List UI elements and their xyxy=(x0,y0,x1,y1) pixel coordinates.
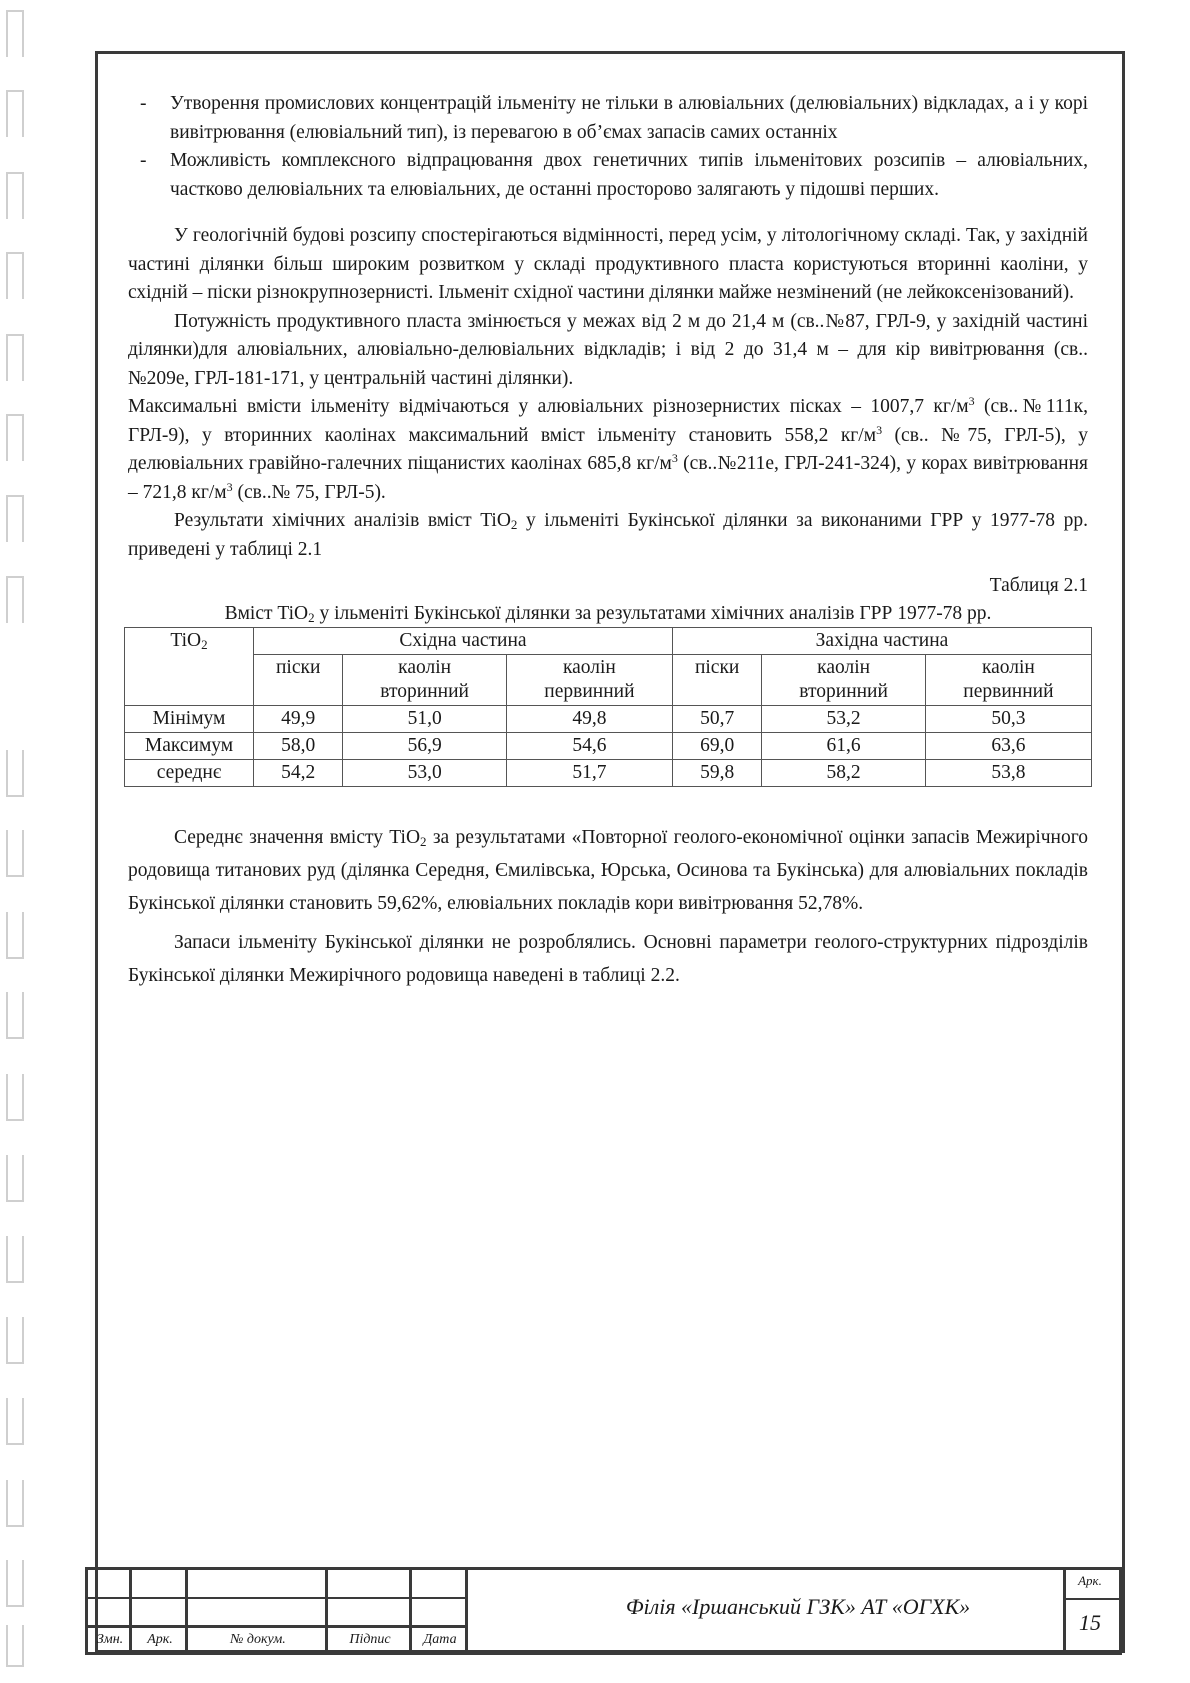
binding-mark xyxy=(6,1236,24,1283)
table-cell: 54,6 xyxy=(506,732,672,759)
superscript: 3 xyxy=(226,479,233,494)
bullet-text: Можливість комплексного відпрацювання двох генетичних типів ільменітових розсипів – алювіальних, частково делювіальних та елювіальних, де останні просторово залягають у підошві перших. xyxy=(170,150,1088,200)
label-signature: Підпис xyxy=(349,1632,391,1647)
column-header: каолін вторинний xyxy=(762,654,925,705)
table-subheader-row xyxy=(125,654,1092,705)
table-cell: 69,0 xyxy=(672,732,761,759)
binding-mark xyxy=(6,495,24,542)
table-cell: 56,9 xyxy=(343,732,506,759)
bullet-marker: - xyxy=(140,150,147,171)
label-date: Дата xyxy=(423,1632,457,1647)
table-cell: 50,3 xyxy=(925,705,1091,732)
text-run: Середнє значення вмісту TiO xyxy=(174,826,421,848)
binding-mark xyxy=(6,10,24,57)
subscript: 2 xyxy=(510,517,518,532)
table-cell: 58,2 xyxy=(762,759,925,786)
paragraph xyxy=(128,821,1088,920)
label-doc-number: № докум. xyxy=(230,1632,286,1647)
binding-mark xyxy=(6,1480,24,1527)
binding-mark xyxy=(6,172,24,219)
binding-mark xyxy=(6,912,24,959)
paragraph: Потужність продуктивного пласта змінюється у межах від 2 м до 21,4 м (св..№87, ГРЛ-9, у західній частині ділянки)для алювіальних, алювіально-делювіальних відкладів; і від 2 до 31,4 м – для кір вивітрювання (св.. №209е, ГРЛ-181-171, у центральній частині ділянки). xyxy=(128,310,1088,389)
table-cell: 58,0 xyxy=(254,732,343,759)
bullet-item xyxy=(128,90,1088,147)
table-cell: 51,0 xyxy=(343,705,506,732)
table-header-row xyxy=(125,627,1092,654)
column-header: піски xyxy=(672,654,761,705)
text-run: за результатами «Повторної геолого-економічної оцінки запасів Межирічного родовища титанових руд (ділянка Середня, Ємилівська, Юрська, Осинова та Букінська) для алювіальних покладів Букінської ділянки становить 59,62%, елювіальних покладів кори вивітрювання 52,78%. xyxy=(128,826,1088,914)
binding-mark xyxy=(6,334,24,381)
table-cell: 63,6 xyxy=(925,732,1091,759)
table-cell: 53,8 xyxy=(925,759,1091,786)
binding-mark xyxy=(6,992,24,1039)
column-header: піски xyxy=(254,654,343,705)
text-run: (св..№211е, ГРЛ-241-324), у корах вивітрювання – 721,8 кг/м xyxy=(128,453,1088,503)
bullet-text: Утворення промислових концентрацій ільменіту не тільки в алювіальних (делювіальних) відкладах, а і у корі вивітрювання (елювіальний тип), із перевагою в об’ємах запасів самих останніх xyxy=(170,93,1088,143)
text-run: (св..№111к, ГРЛ-9), у вторинних каолінах максимальний вміст ільменіту становить 558,2 кг/м xyxy=(128,396,1088,446)
superscript: 3 xyxy=(876,422,883,437)
table-cell: 49,9 xyxy=(254,705,343,732)
title-block xyxy=(85,1567,1122,1655)
group-header: Західна частина xyxy=(672,627,1091,654)
bullet-item xyxy=(128,147,1088,204)
text-run: (св..№ 75, ГРЛ-5). xyxy=(232,481,386,503)
bullet-marker: - xyxy=(140,93,147,114)
table-row xyxy=(125,705,1092,732)
binding-mark xyxy=(6,252,24,299)
table-cell: 59,8 xyxy=(672,759,761,786)
table-cell: 50,7 xyxy=(672,705,761,732)
table-corner-header xyxy=(125,627,254,705)
binding-mark xyxy=(6,576,24,623)
subscript: 2 xyxy=(201,636,208,652)
table-cell: 51,7 xyxy=(506,759,672,786)
subscript: 2 xyxy=(420,833,427,849)
table-cell: 49,8 xyxy=(506,705,672,732)
text-run: (св.. №75, ГРЛ-5), у делювіальних гравійно-галечних піщанистих каолінах 685,8 кг/м xyxy=(128,424,1089,474)
text-run: TiO xyxy=(170,629,202,651)
binding-mark xyxy=(6,1317,24,1364)
paragraph xyxy=(128,393,1088,507)
binding-mark xyxy=(6,1625,24,1667)
binding-mark xyxy=(6,1155,24,1202)
table-cell: 54,2 xyxy=(254,759,343,786)
binding-mark xyxy=(6,1560,24,1607)
column-header: каолін первинний xyxy=(925,654,1091,705)
table-cell: 53,0 xyxy=(343,759,506,786)
column-header: каолін вторинний xyxy=(343,654,506,705)
sheet-label: Арк. xyxy=(1078,1573,1102,1588)
divider xyxy=(88,1597,468,1599)
page-number: 15 xyxy=(1079,1610,1101,1635)
table-label: Таблиця 2.1 xyxy=(989,575,1088,596)
binding-mark xyxy=(6,1074,24,1121)
binding-mark xyxy=(6,1398,24,1445)
text-run: Результати хімічних аналізів вміст TiO xyxy=(174,510,511,531)
row-label: Максимум xyxy=(125,732,254,759)
group-header: Східна частина xyxy=(254,627,673,654)
column-header: каолін первинний xyxy=(506,654,672,705)
paragraph xyxy=(128,507,1088,564)
text-run: у ільменіті Букінської ділянки за виконаними ГРР у 1977-78 рр. приведені у таблиці 2.1 xyxy=(128,510,1088,560)
binding-mark xyxy=(6,414,24,461)
label-changes: Змн. xyxy=(96,1632,124,1647)
divider xyxy=(88,1625,468,1628)
table-cell: 53,2 xyxy=(762,705,925,732)
paragraph: Запаси ільменіту Букінської ділянки не розроблялись. Основні параметри геолого-структурних підрозділів Букінської ділянки Межирічного родовища наведені в таблиці 2.2. xyxy=(128,931,1088,986)
binding-mark xyxy=(6,830,24,877)
table-cell: 61,6 xyxy=(762,732,925,759)
superscript: 3 xyxy=(671,451,678,465)
document-body xyxy=(128,90,1088,992)
binding-mark xyxy=(6,750,24,797)
binding-mark xyxy=(6,90,24,137)
paragraph: У геологічній будові розсипу спостерігаються відмінності, перед усім, у літологічному складі. Так, у західній частині ділянки більш широким розвитком у складі продуктивного пласта користуються вторинні каоліни, у східній – піски різнокрупнозернисті. Ільменіт східної частини ділянки майже незмінений (не лейкоксенізований). xyxy=(128,225,1088,303)
table-row xyxy=(125,759,1092,786)
tio2-table xyxy=(124,627,1092,787)
label-sheet: Арк. xyxy=(147,1632,173,1647)
row-label: Мінімум xyxy=(125,705,254,732)
subscript: 2 xyxy=(308,609,315,625)
row-label: середнє xyxy=(125,759,254,786)
superscript: 3 xyxy=(968,394,975,408)
table-caption xyxy=(128,601,1088,627)
table-row xyxy=(125,732,1092,759)
text-run: Максимальні вмісти ільменіту відмічаються у алювіальних різнозернистих пісках – 1007,7 кг/м xyxy=(128,396,969,417)
text-run: Вміст TiO xyxy=(224,602,309,624)
text-run: у ільменіті Букінської ділянки за результатами хімічних аналізів ГРР 1977-78 рр. xyxy=(314,602,992,624)
organization-name: Філія «Іршанський ГЗК» АТ «ОГХК» xyxy=(625,1594,971,1619)
